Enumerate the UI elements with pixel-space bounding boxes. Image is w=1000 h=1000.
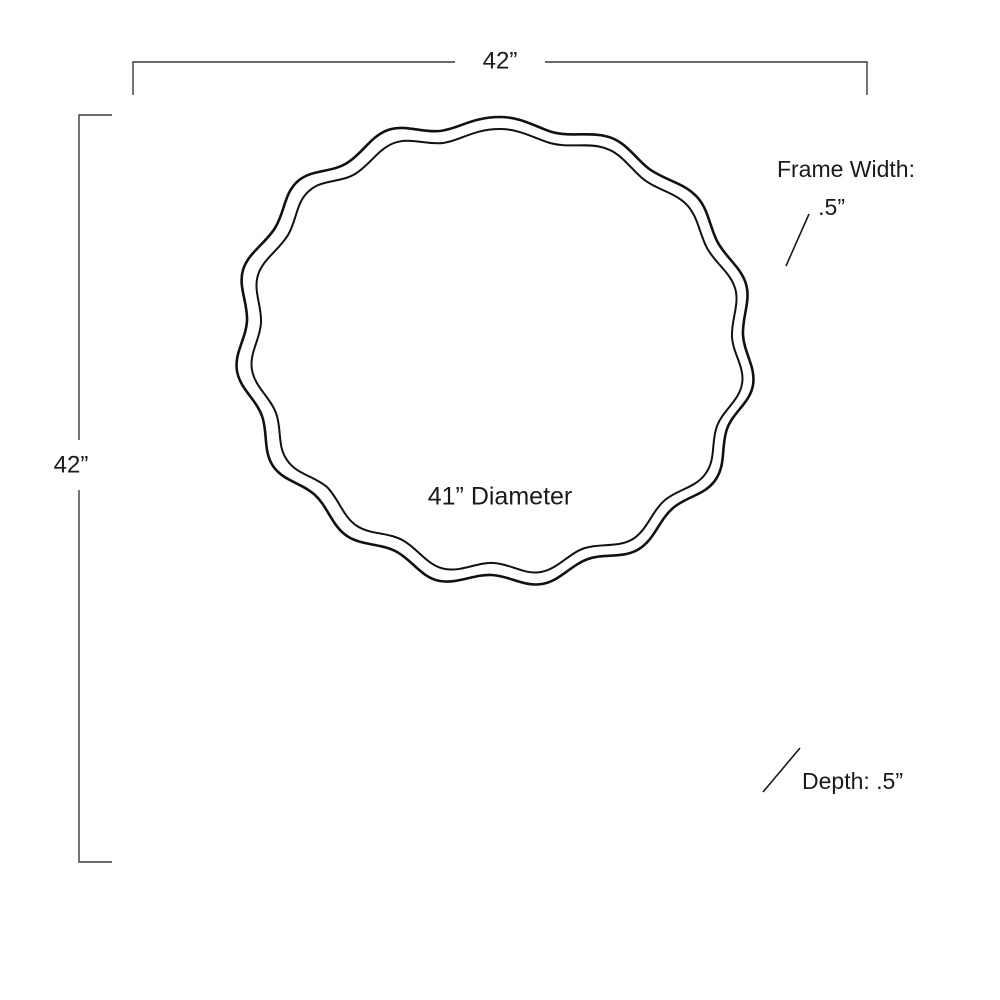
frame-width-label-line2: .5” [818, 194, 845, 221]
frame-width-label-line1: Frame Width: [776, 156, 915, 183]
left-dimension-line-bottom [79, 490, 112, 862]
diameter-label: 41” Diameter [427, 482, 573, 511]
frame-width-leader-line [786, 214, 809, 266]
left-dimension-line-top [79, 115, 112, 440]
height-dimension-label: 42” [53, 451, 89, 479]
width-dimension-label: 42” [482, 47, 518, 75]
top-dimension-line-right [545, 62, 867, 95]
depth-label: Depth: .5” [802, 768, 903, 795]
left-height-dimension [79, 115, 112, 862]
depth-leader-line [763, 748, 800, 792]
top-dimension-line-left [133, 62, 455, 95]
